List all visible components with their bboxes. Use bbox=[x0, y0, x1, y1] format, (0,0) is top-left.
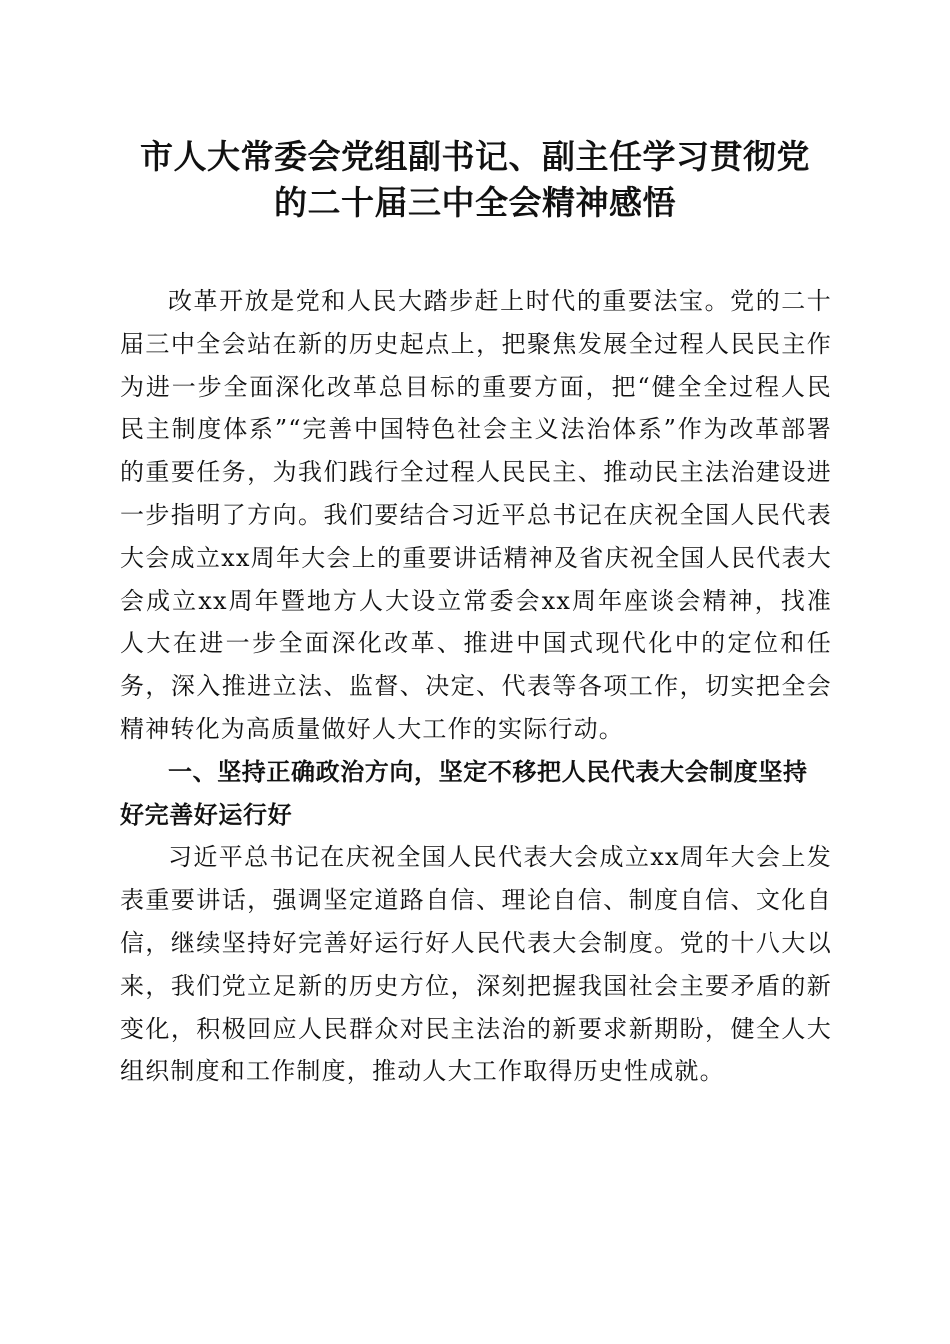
title-line-1: 市人大常委会党组副书记、副主任学习贯彻党 bbox=[140, 137, 810, 176]
title-line-2: 的二十届三中全会精神感悟 bbox=[274, 183, 676, 222]
document-title bbox=[100, 134, 850, 226]
section-heading-1: 一、坚持正确政治方向，坚定不移把人民代表大会制度坚持好完善好运行好 bbox=[120, 757, 808, 829]
section-1-paragraph: 习近平总书记在庆祝全国人民代表大会成立xx周年大会上发表重要讲话，强调坚定道路自信、理论自信、制度自信、文化自信，继续坚持好完善好运行好人民代表大会制度。党的十八大以来，我们党立足新的历史方位，深刻把握我国社会主要矛盾的新变化，积极回应人民群众对民主法治的新要求新期盼，健全人大组织制度和工作制度，推动人大工作取得历史性成就。 bbox=[120, 843, 832, 1086]
intro-paragraph: 改革开放是党和人民大踏步赶上时代的重要法宝。党的二十届三中全会站在新的历史起点上，把聚焦发展全过程人民民主作为进一步全面深化改革总目标的重要方面，把“健全全过程人民民主制度体系”“完善中国特色社会主义法治体系”作为改革部署的重要任务，为我们践行全过程人民民主、推动民主法治建设进一步指明了方向。我们要结合习近平总书记在庆祝全国人民代表大会成立xx周年大会上的重要讲话精神及省庆祝全国人民代表大会成立xx周年暨地方人大设立常委会xx周年座谈会精神，找准人大在进一步全面深化改革、推进中国式现代化中的定位和任务，深入推进立法、监督、决定、代表等各项工作，切实把全会精神转化为高质量做好人大工作的实际行动。 bbox=[120, 287, 832, 743]
document-body bbox=[120, 280, 832, 1093]
